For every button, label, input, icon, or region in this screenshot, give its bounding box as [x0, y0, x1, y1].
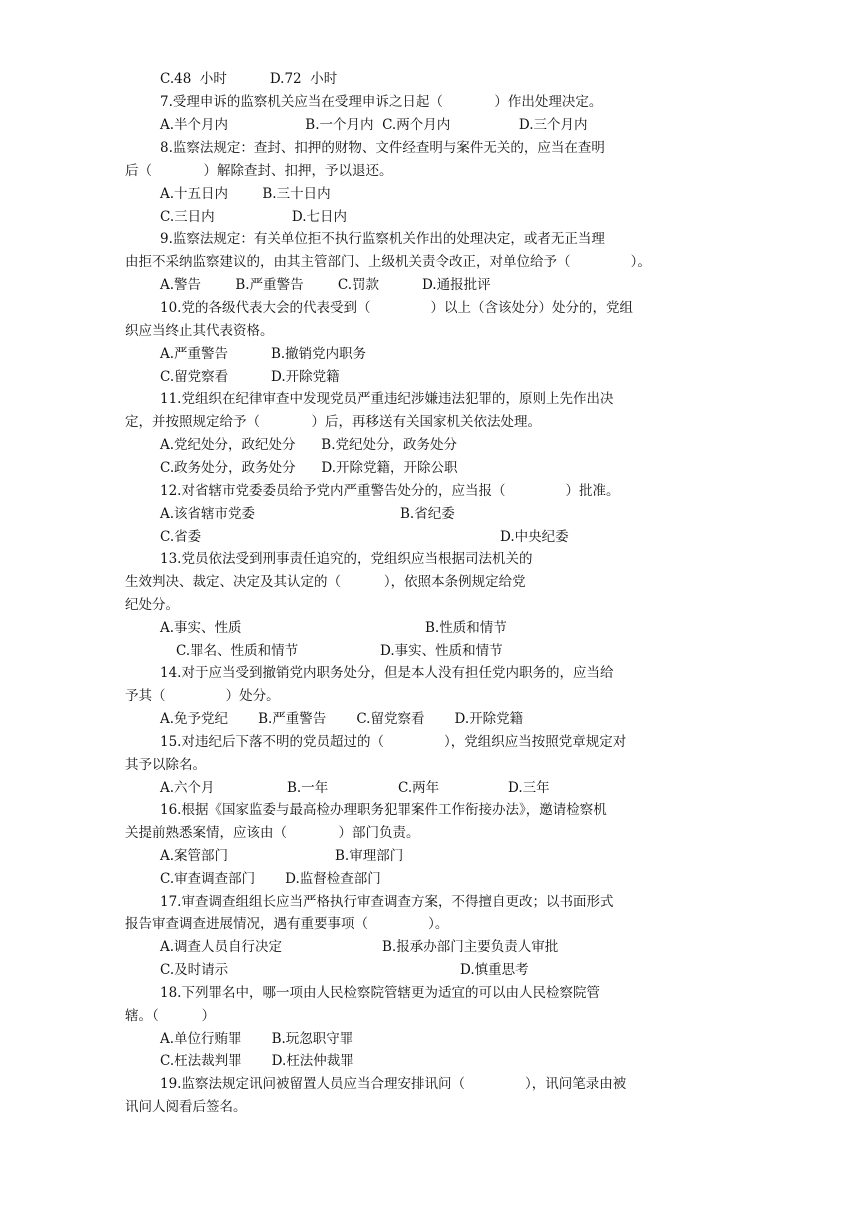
question-8-cont: 后（ ）解除查封、扣押，予以退还。 [125, 163, 393, 179]
question-13: 13.党员依法受到刑事责任追究的，党组织应当根据司法机关的 [160, 551, 533, 567]
question-10-cont: 织应当终止其代表资格。 [125, 323, 274, 339]
option-15b: B.一年 [287, 780, 329, 796]
option-16b: B.审理部门 [335, 848, 404, 864]
option-13a: A.事实、性质 [160, 620, 242, 636]
text-line-q8-options-ab: A.十五日内 B.三十日内 [160, 186, 331, 202]
option-15a: A.六个月 [160, 780, 215, 796]
question-19: 19.监察法规定讯问被留置人员应当合理安排讯问（ ），讯问笔录由被 [160, 1076, 627, 1092]
question-13-cont: 生效判决、裁定、决定及其认定的（ ），依照本条例规定给党 [125, 574, 526, 590]
question-11: 11.党组织在纪律审查中发现党员严重违纪涉嫌违法犯罪的，原则上先作出决 [160, 391, 614, 407]
option-15c: C.两年 [398, 780, 440, 796]
question-8: 8.监察法规定：查封、扣押的财物、文件经查明与案件无关的，应当在查明 [160, 140, 605, 156]
question-17: 17.审查调查组组长应当严格执行审查调查方案，不得擅自更改；以书面形式 [160, 894, 614, 910]
question-9-cont: 由拒不采纳监察建议的，由其主管部门、上级机关责令改正，对单位给予（ ）。 [125, 254, 651, 270]
question-16: 16.根据《国家监委与最高检办理职务犯罪案件工作衔接办法》，邀请检察机 [160, 802, 607, 818]
question-9: 9.监察法规定：有关单位拒不执行监察机关作出的处理决定，或者无正当理 [160, 231, 605, 247]
option-13d: D.事实、性质和情节 [380, 643, 503, 659]
option-12c: C.省委 [160, 529, 202, 545]
question-16-cont: 关提前熟悉案情，应该由（ ）部门负责。 [125, 825, 420, 841]
question-14-cont: 予其（ ）处分。 [125, 688, 280, 704]
question-18: 18.下列罪名中，哪一项由人民检察院管辖更为适宜的可以由人民检察院管 [160, 985, 600, 1001]
question-15: 15.对违纪后下落不明的党员超过的（ ），党组织应当按照党章规定对 [160, 734, 627, 750]
text-line-q11-options-ab: A.党纪处分，政纪处分 B.党纪处分，政务处分 [160, 437, 457, 453]
text-line-q9-options: A.警告 B.严重警告 C.罚款 D.通报批评 [160, 277, 491, 293]
question-17-cont: 报告审查调查进展情况，遇有重要事项（ ）。 [125, 916, 449, 932]
text-line-q18-options-cd: C.枉法裁判罪 D.枉法仲裁罪 [160, 1053, 354, 1069]
option-17a: A.调查人员自行决定 [160, 939, 283, 955]
question-14: 14.对于应当受到撤销党内职务处分，但是本人没有担任党内职务的，应当给 [160, 665, 614, 681]
question-10: 10.党的各级代表大会的代表受到（ ）以上（含该处分）处分的，党组 [160, 300, 634, 316]
option-13b: B.性质和情节 [425, 620, 507, 636]
text-line-q6-options: C.48 小时 D.72 小时 [160, 71, 338, 87]
option-17b: B.报承办部门主要负责人审批 [382, 939, 559, 955]
text-line-q8-options-cd: C.三日内 D.七日内 [160, 209, 348, 225]
option-12a: A.该省辖市党委 [160, 506, 256, 522]
option-17c: C.及时请示 [160, 962, 229, 978]
option-12b: B.省纪委 [400, 506, 455, 522]
text-line-q16-options-cd: C.审查调查部门 D.监督检查部门 [160, 871, 381, 887]
question-7: 7.受理申诉的监察机关应当在受理申诉之日起（ ）作出处理决定。 [160, 94, 603, 110]
question-12: 12.对省辖市党委委员给予党内严重警告处分的，应当报（ ）批准。 [160, 483, 620, 499]
option-13c: C.罪名、性质和情节 [176, 643, 299, 659]
question-13-cont2: 纪处分。 [125, 597, 179, 613]
option-17d: D.慎重思考 [460, 962, 529, 978]
text-line-q11-options-cd: C.政务处分，政务处分 D.开除党籍，开除公职 [160, 460, 458, 476]
option-12d: D.中央纪委 [500, 529, 569, 545]
text-line-q7-options: A.半个月内 B.一个月内 C.两个月内 D.三个月内 [160, 117, 588, 133]
option-15d: D.三年 [508, 780, 550, 796]
text-line-q10-options-cd: C.留党察看 D.开除党籍 [160, 369, 340, 385]
text-line-q10-options-ab: A.严重警告 B.撤销党内职务 [160, 346, 367, 362]
question-11-cont: 定，并按照规定给予（ ）后，再移送有关国家机关依法处理。 [125, 414, 541, 430]
text-line-q14-options: A.免予党纪 B.严重警告 C.留党察看 D.开除党籍 [160, 711, 524, 727]
question-18-cont: 辖。（ ） [125, 1008, 216, 1024]
question-19-cont: 讯问人阅看后签名。 [125, 1099, 247, 1115]
question-15-cont: 其予以除名。 [125, 757, 206, 773]
option-16a: A.案管部门 [160, 848, 229, 864]
text-line-q18-options-ab: A.单位行贿罪 B.玩忽职守罪 [160, 1031, 354, 1047]
